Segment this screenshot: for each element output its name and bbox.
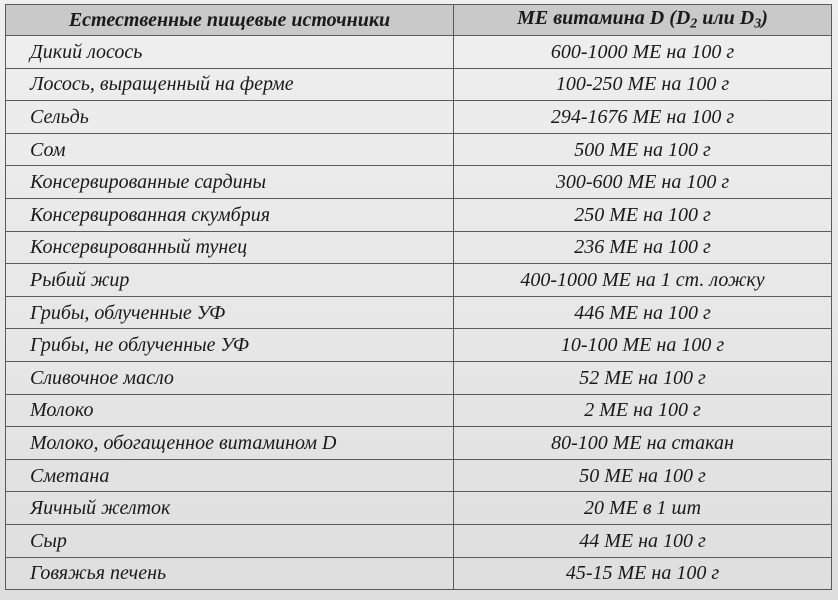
food-name: Сметана [6, 459, 454, 492]
food-name: Грибы, облученные УФ [6, 296, 454, 329]
table-row [6, 329, 832, 362]
vitamin-d-value: 80-100 МЕ на стакан [454, 427, 832, 460]
table-row [6, 557, 832, 590]
table-row [6, 133, 832, 166]
column-header-source: Естественные пищевые источники [6, 5, 454, 36]
vitamin-d-value: 250 МЕ на 100 г [454, 198, 832, 231]
vitamin-d-value: 300-600 МЕ на 100 г [454, 166, 832, 199]
table-row [6, 36, 832, 69]
vitamin-d-value: 10-100 МЕ на 100 г [454, 329, 832, 362]
table-row [6, 68, 832, 101]
vitamin-d-value: 52 МЕ на 100 г [454, 361, 832, 394]
food-name: Консервированная скумбрия [6, 198, 454, 231]
table-header-row [6, 5, 832, 36]
vitamin-d-value: 600-1000 МЕ на 100 г [454, 36, 832, 69]
table-row [6, 394, 832, 427]
vitamin-d-value: 50 МЕ на 100 г [454, 459, 832, 492]
food-name: Молоко [6, 394, 454, 427]
table-row [6, 166, 832, 199]
food-name: Сом [6, 133, 454, 166]
table-row [6, 524, 832, 557]
table-row [6, 101, 832, 134]
vitamin-d-value: 500 МЕ на 100 г [454, 133, 832, 166]
vitamin-d-value: 400-1000 МЕ на 1 ст. ложку [454, 264, 832, 297]
vitamin-d-value: 20 МЕ в 1 шт [454, 492, 832, 525]
vitamin-d-value: 294-1676 МЕ на 100 г [454, 101, 832, 134]
food-name: Молоко, обогащенное витамином D [6, 427, 454, 460]
food-name: Сыр [6, 524, 454, 557]
column-header-value: МЕ витамина D ($D_2$ или $D_3$) [454, 5, 832, 36]
food-name: Дикий лосось [6, 36, 454, 69]
vitamin-d-value: 45-15 МЕ на 100 г [454, 557, 832, 590]
food-name: Консервированный тунец [6, 231, 454, 264]
food-name: Консервированные сардины [6, 166, 454, 199]
table-row [6, 427, 832, 460]
food-name: Сельдь [6, 101, 454, 134]
vitamin-d-value: 2 МЕ на 100 г [454, 394, 832, 427]
food-name: Говяжья печень [6, 557, 454, 590]
vitamin-d-value: 446 МЕ на 100 г [454, 296, 832, 329]
food-name: Грибы, не облученные УФ [6, 329, 454, 362]
table-row [6, 231, 832, 264]
table-row [6, 264, 832, 297]
vitamin-d-value: 100-250 МЕ на 100 г [454, 68, 832, 101]
food-name: Яичный желток [6, 492, 454, 525]
vitamin-d-sources-table [5, 4, 832, 590]
table-row [6, 361, 832, 394]
vitamin-d-value: 44 МЕ на 100 г [454, 524, 832, 557]
food-name: Лосось, выращенный на ферме [6, 68, 454, 101]
table-row [6, 198, 832, 231]
vitamin-d-value: 236 МЕ на 100 г [454, 231, 832, 264]
food-name: Сливочное масло [6, 361, 454, 394]
table-row [6, 492, 832, 525]
food-name: Рыбий жир [6, 264, 454, 297]
table-row [6, 459, 832, 492]
table-row [6, 296, 832, 329]
